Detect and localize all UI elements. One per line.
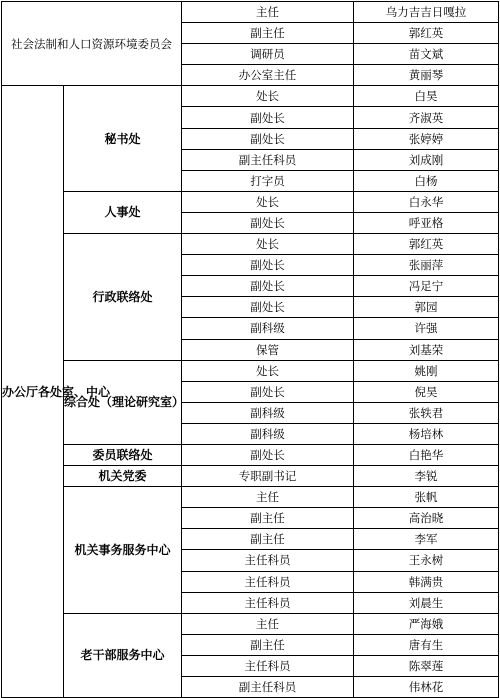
position-title: 副科级 [182,318,354,339]
position-title: 副处长 [182,128,354,149]
unit-name: 人事处 [64,191,182,233]
person-name: 苗文斌 [354,44,499,65]
unit-name: 行政联络处 [64,234,182,361]
committee-name: 社会法制和人口资源环境委员会 [2,2,182,86]
person-name: 呼亚格 [354,212,499,233]
person-name: 郭园 [354,297,499,318]
office-group-name: 办公厅各处室、中心 [2,86,64,698]
table-row [2,86,499,107]
position-title: 主任 [182,613,354,634]
table-row [2,466,499,487]
position-title: 副主任 [182,508,354,529]
person-name: 张婷婷 [354,128,499,149]
position-title: 主任 [182,2,354,23]
person-name: 白永华 [354,191,499,212]
table-row [2,487,499,508]
person-name: 白昊 [354,86,499,107]
position-title: 保管 [182,339,354,360]
person-name: 刘基荣 [354,339,499,360]
position-title: 专职副书记 [182,466,354,487]
position-title: 副处长 [182,444,354,465]
person-name: 黄丽琴 [354,65,499,86]
position-title: 办公室主任 [182,65,354,86]
unit-name: 综合处（理论研究室） [64,360,182,444]
unit-name: 委员联络处 [64,444,182,465]
unit-name: 机关党委 [64,466,182,487]
person-name: 白杨 [354,170,499,191]
position-title: 副处长 [182,297,354,318]
staff-roster-table [1,1,499,698]
position-title: 副处长 [182,255,354,276]
position-title: 处长 [182,360,354,381]
person-name: 李军 [354,529,499,550]
person-name: 乌力吉吉日嘎拉 [354,2,499,23]
person-name: 郭红英 [354,234,499,255]
person-name: 张轶君 [354,402,499,423]
position-title: 副主任 [182,23,354,44]
person-name: 唐有生 [354,634,499,655]
position-title: 打字员 [182,170,354,191]
person-name: 刘晨生 [354,592,499,613]
roster-body [2,2,499,698]
unit-name: 秘书处 [64,86,182,191]
position-title: 副处长 [182,107,354,128]
person-name: 姚刚 [354,360,499,381]
unit-name: 机关事务服务中心 [64,487,182,614]
position-title: 副主任 [182,634,354,655]
person-name: 冯足宁 [354,276,499,297]
position-title: 副处长 [182,276,354,297]
table-row [2,613,499,634]
person-name: 高治晓 [354,508,499,529]
position-title: 副主任 [182,529,354,550]
person-name: 许强 [354,318,499,339]
person-name: 李锐 [354,466,499,487]
table-row [2,191,499,212]
table-row [2,234,499,255]
unit-name: 老干部服务中心 [64,613,182,697]
person-name: 伟林花 [354,677,499,698]
person-name: 张丽萍 [354,255,499,276]
position-title: 处长 [182,86,354,107]
table-row [2,2,499,23]
position-title: 主任科员 [182,655,354,676]
position-title: 主任 [182,487,354,508]
position-title: 处长 [182,191,354,212]
person-name: 倪昊 [354,381,499,402]
table-row [2,444,499,465]
person-name: 严海娥 [354,613,499,634]
position-title: 副处长 [182,212,354,233]
person-name: 郭红英 [354,23,499,44]
position-title: 主任科员 [182,592,354,613]
position-title: 主任科员 [182,571,354,592]
person-name: 杨培林 [354,423,499,444]
person-name: 齐淑英 [354,107,499,128]
person-name: 韩满贵 [354,571,499,592]
position-title: 调研员 [182,44,354,65]
position-title: 副主任科员 [182,677,354,698]
person-name: 白艳华 [354,444,499,465]
person-name: 王永树 [354,550,499,571]
position-title: 副处长 [182,381,354,402]
position-title: 副科级 [182,402,354,423]
position-title: 副科级 [182,423,354,444]
position-title: 处长 [182,234,354,255]
person-name: 陈翠莲 [354,655,499,676]
position-title: 副主任科员 [182,149,354,170]
position-title: 主任科员 [182,550,354,571]
person-name: 刘成刚 [354,149,499,170]
person-name: 张帆 [354,487,499,508]
table-row [2,360,499,381]
